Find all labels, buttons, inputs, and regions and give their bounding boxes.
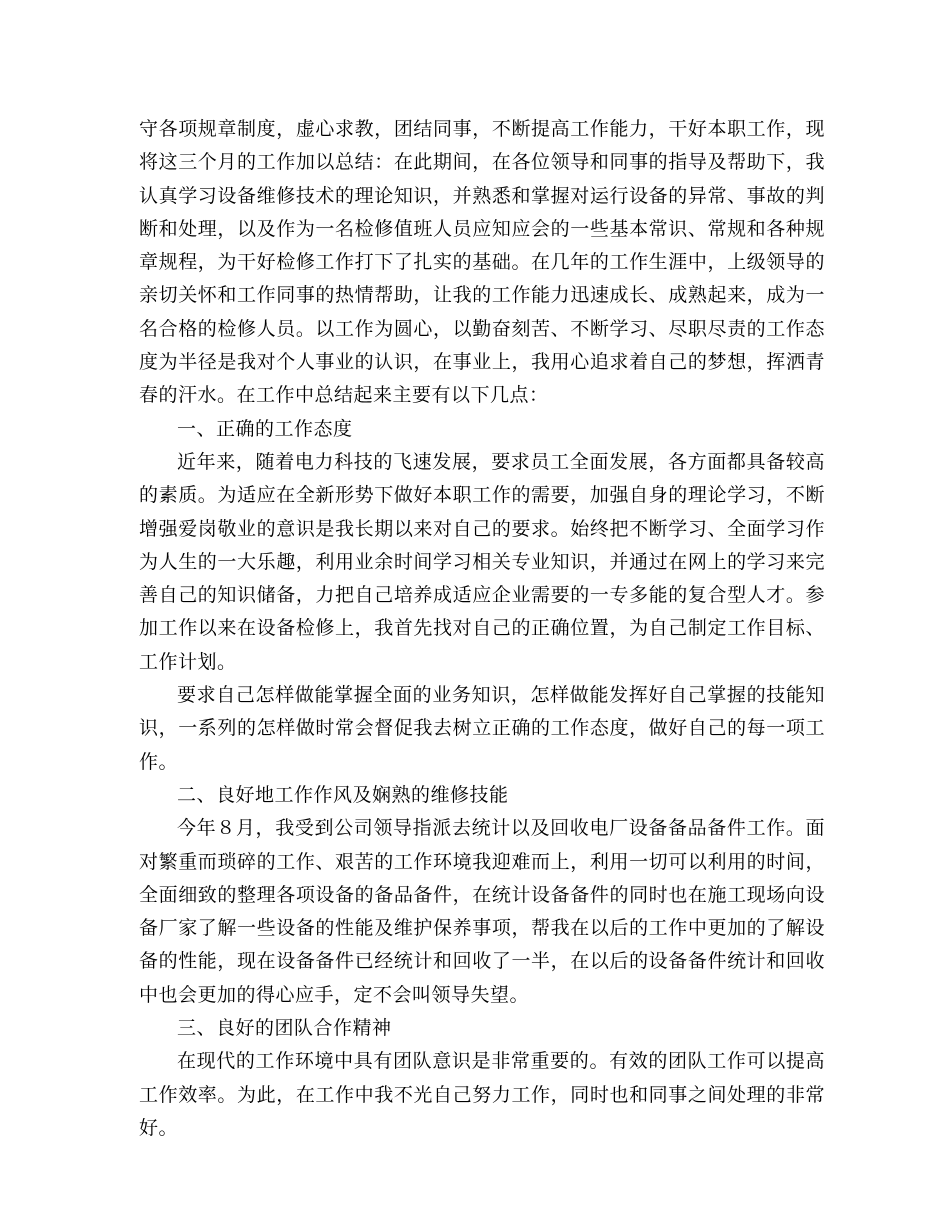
document-body: [139, 113, 825, 1145]
paragraph-section-1: 近年来，随着电力科技的飞速发展，要求员工全面发展，各方面都具备较高的素质。为适应在全新形势下做好本职工作的需要，加强自身的理论学习，不断增强爱岗敬业的意识是我长期以来对自己的要求。始终把不断学习、全面学习作为人生的一大乐趣，利用业余时间学习相关专业知识，并通过在网上的学习来完善自己的知识储备，力把自己培养成适应企业需要的一专多能的复合型人才。参加工作以来在设备检修上，我首先找对自己的正确位置，为自己制定工作目标、工作计划。: [139, 450, 825, 673]
paragraph-section-1-b: 要求自己怎样做能掌握全面的业务知识，怎样做能发挥好自己掌握的技能知识，一系列的怎样做时常会督促我去树立正确的工作态度，做好自己的每一项工作。: [139, 684, 825, 773]
paragraph-continuation: 守各项规章制度，虚心求教，团结同事，不断提高工作能力，干好本职工作，现将这三个月的工作加以总结：在此期间，在各位领导和同事的指导及帮助下，我认真学习设备维修技术的理论知识，并熟悉和掌握对运行设备的异常、事故的判断和处理，以及作为一名检修值班人员应知应会的一些基本常识、常规和各种规章规程，为干好检修工作打下了扎实的基础。在几年的工作生涯中，上级领导的亲切关怀和工作同事的热情帮助，让我的工作能力迅速成长、成熟起来，成为一名合格的检修人员。以工作为圆心，以勤奋刻苦、不断学习、尽职尽责的工作态度为半径是我对个人事业的认识，在事业上，我用心追求着自己的梦想，挥洒青春的汗水。在工作中总结起来主要有以下几点：: [139, 118, 825, 407]
paragraph-section-2: 今年８月，我受到公司领导指派去统计以及回收电厂设备备品备件工作。面对繁重而琐碎的工作、艰苦的工作环境我迎难而上，利用一切可以利用的时间，全面细致的整理各项设备的备品备件，在统计设备备件的同时也在施工现场向设备厂家了解一些设备的性能及维护保养事项，帮我在以后的工作中更加的了解设备的性能，现在设备备件已经统计和回收了一半，在以后的设备备件统计和回收中也会更加的得心应手，定不会叫领导失望。: [139, 817, 825, 1006]
section-heading-3: 三、良好的团队合作精神: [177, 1017, 392, 1040]
section-heading-1: 一、正确的工作态度: [177, 417, 353, 440]
paragraph-section-3: 在现代的工作环境中具有团队意识是非常重要的。有效的团队工作可以提高工作效率。为此，在工作中我不光自己努力工作，同时也和同事之间处理的非常好。: [139, 1050, 825, 1139]
section-heading-2: 二、良好地工作作风及娴熟的维修技能: [177, 783, 509, 806]
